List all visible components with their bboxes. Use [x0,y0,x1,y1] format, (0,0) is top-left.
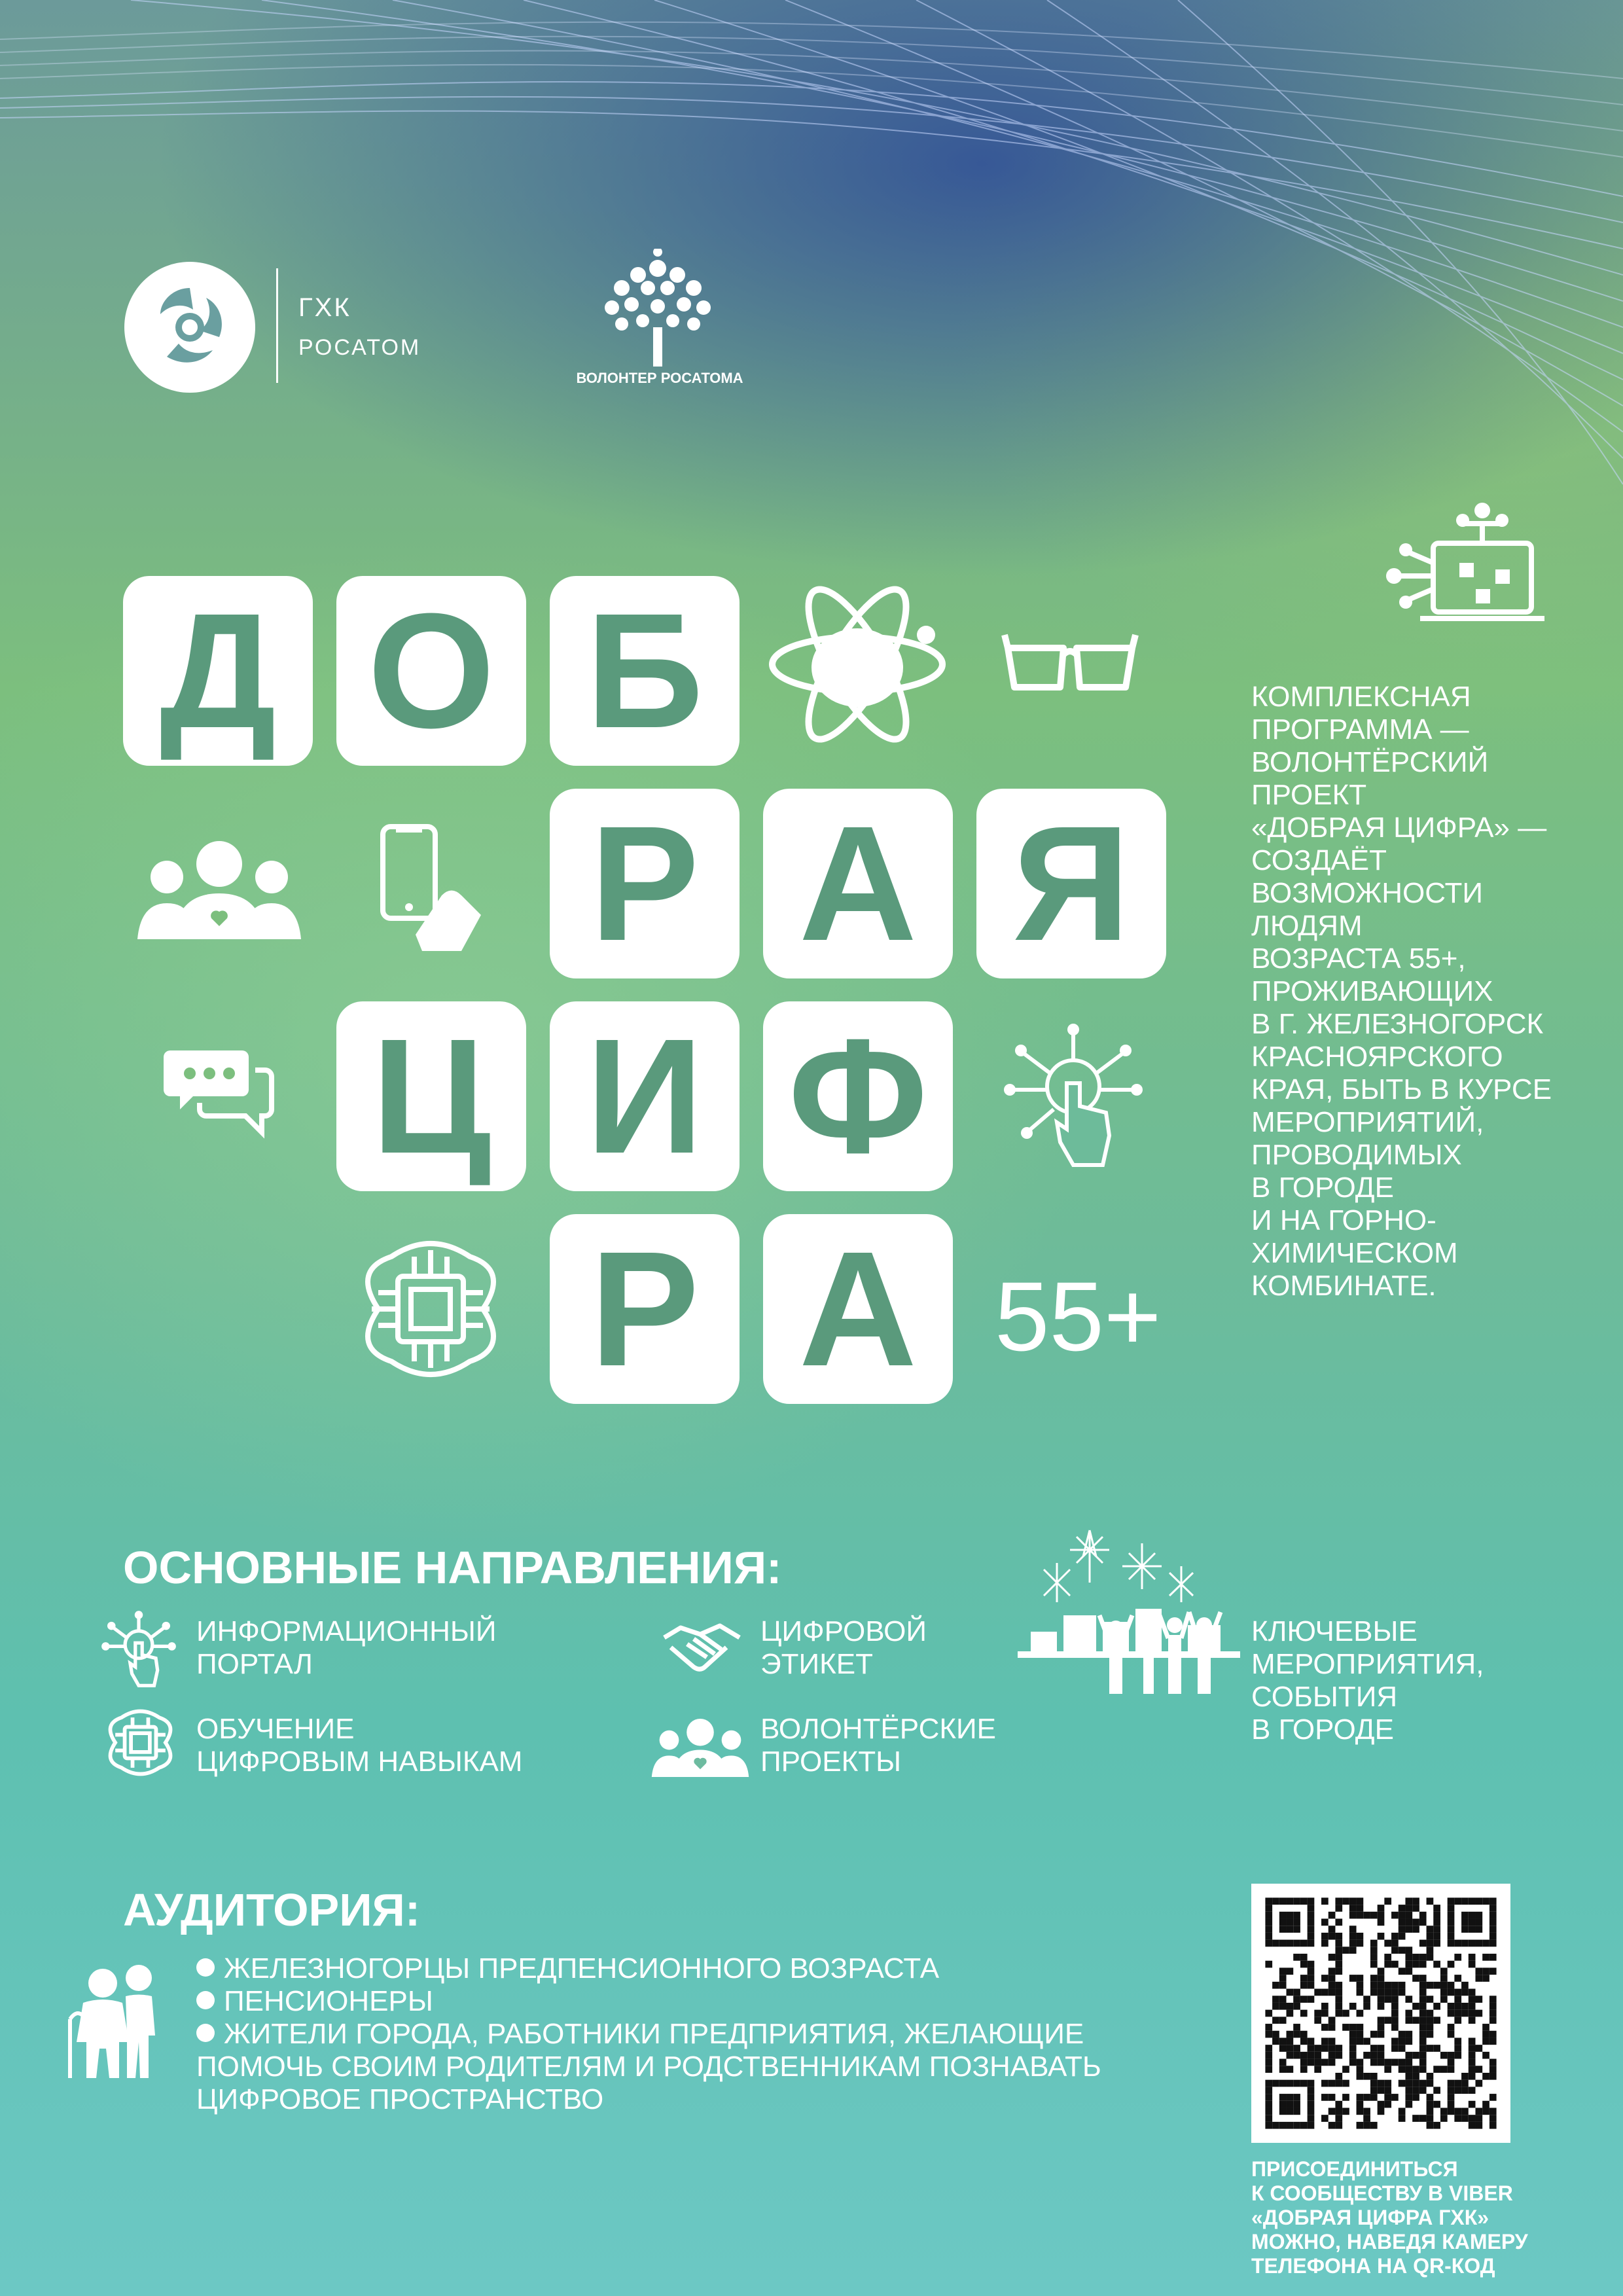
gxk-subtitle: РОСАТОМ [298,335,421,360]
audience-heading: АУДИТОРИЯ: [123,1884,421,1935]
chat-bubbles-icon [164,1044,275,1149]
touch-network-icon [99,1609,178,1687]
title-letter-tile: А [763,789,953,978]
laptop-network-icon [1381,497,1558,635]
title-letter-tile: Р [550,1214,740,1404]
elderly-couple-icon [67,1964,165,2078]
title-letter-tile: О [336,576,526,766]
chip-icon [103,1705,178,1780]
chip-icon [352,1230,509,1388]
logo-divider [276,268,278,383]
title-letter-tile: А [763,1214,953,1404]
title-letter-tile: Д [123,576,313,766]
atom-brain-icon [766,583,949,746]
list-item: ПЕНСИОНЕРЫ [196,1985,1113,2018]
title-letter-tile: Я [976,789,1166,978]
qr-code[interactable] [1251,1884,1510,2143]
list-item: ЖИТЕЛИ ГОРОДА, РАБОТНИКИ ПРЕДПРИЯТИЯ, ЖЕЛАЮЩИЕ ПОМОЧЬ СВОИМ РОДИТЕЛЯМ И РОДСТВЕННИКАМ ПОЗНАВАТЬ ЦИФРОВОЕ ПРОСТРАНСТВО [196,2018,1101,2115]
title-letter-tile: И [550,1001,740,1191]
city-celebration-icon [1018,1517,1240,1694]
direction-label: ИНФОРМАЦИОННЫЙ ПОРТАЛ [196,1615,497,1680]
age-label: 55+ [995,1261,1162,1371]
title-letter-tile: Р [550,789,740,978]
rosatom-logo-icon [121,259,259,396]
list-item: ЖЕЛЕЗНОГОРЦЫ ПРЕДПЕНСИОННОГО ВОЗРАСТА [196,1952,1113,1985]
title-letter-tile: Ц [336,1001,526,1191]
directions-heading: ОСНОВНЫЕ НАПРАВЛЕНИЯ: [123,1542,782,1593]
direction-label: ОБУЧЕНИЕ ЦИФРОВЫМ НАВЫКАМ [196,1713,523,1778]
volunteers-group-icon [137,834,301,939]
direction-label: ЦИФРОВОЙ ЭТИКЕТ [760,1615,927,1680]
volunteer-logo-text: ВОЛОНТЕР РОСАТОМА [576,370,743,386]
direction-label: ВОЛОНТЁРСКИЕ ПРОЕКТЫ [760,1713,996,1778]
direction-label: КЛЮЧЕВЫЕ МЕРОПРИЯТИЯ, СОБЫТИЯ В ГОРОДЕ [1251,1615,1484,1746]
title-letter-tile: Б [550,576,740,766]
gxk-name: ГХК [298,293,351,322]
glasses-icon [1001,628,1139,700]
volunteer-tree-logo-icon [582,249,733,373]
title-letter-tile: Ф [763,1001,953,1191]
qr-code-icon [1251,1884,1510,2143]
smartphone-hand-icon [376,823,488,954]
volunteers-icon [651,1715,749,1777]
project-description: КОМПЛЕКСНАЯ ПРОГРАММА — ВОЛОНТЁРСКИЙ ПРОЕКТ «ДОБРАЯ ЦИФРА» — СОЗДАЁТ ВОЗМОЖНОСТИ ЛЮДЯМ ВОЗРАСТА 55+, ПРОЖИВАЮЩИХ В Г. ЖЕЛЕЗНОГОРСК КРАСНОЯРСКОГО КРАЯ, БЫТЬ В КУРСЕ МЕРОПРИЯТИЙ, ПРОВОДИМЫХ В ГОРОДЕ И НА ГОРНО- ХИМИЧЕСКОМ КОМБИНАТЕ. [1251,681,1552,1302]
qr-caption: ПРИСОЕДИНИТЬСЯ К СООБЩЕСТВУ В VIBER «ДОБРАЯ ЦИФРА ГХК» МОЖНО, НАВЕДЯ КАМЕРУ ТЕЛЕФОНА НА QR-КОД [1251,2157,1528,2278]
handshake-icon [661,1618,743,1677]
audience-list [196,1952,1113,2116]
touch-network-icon [998,1018,1149,1168]
